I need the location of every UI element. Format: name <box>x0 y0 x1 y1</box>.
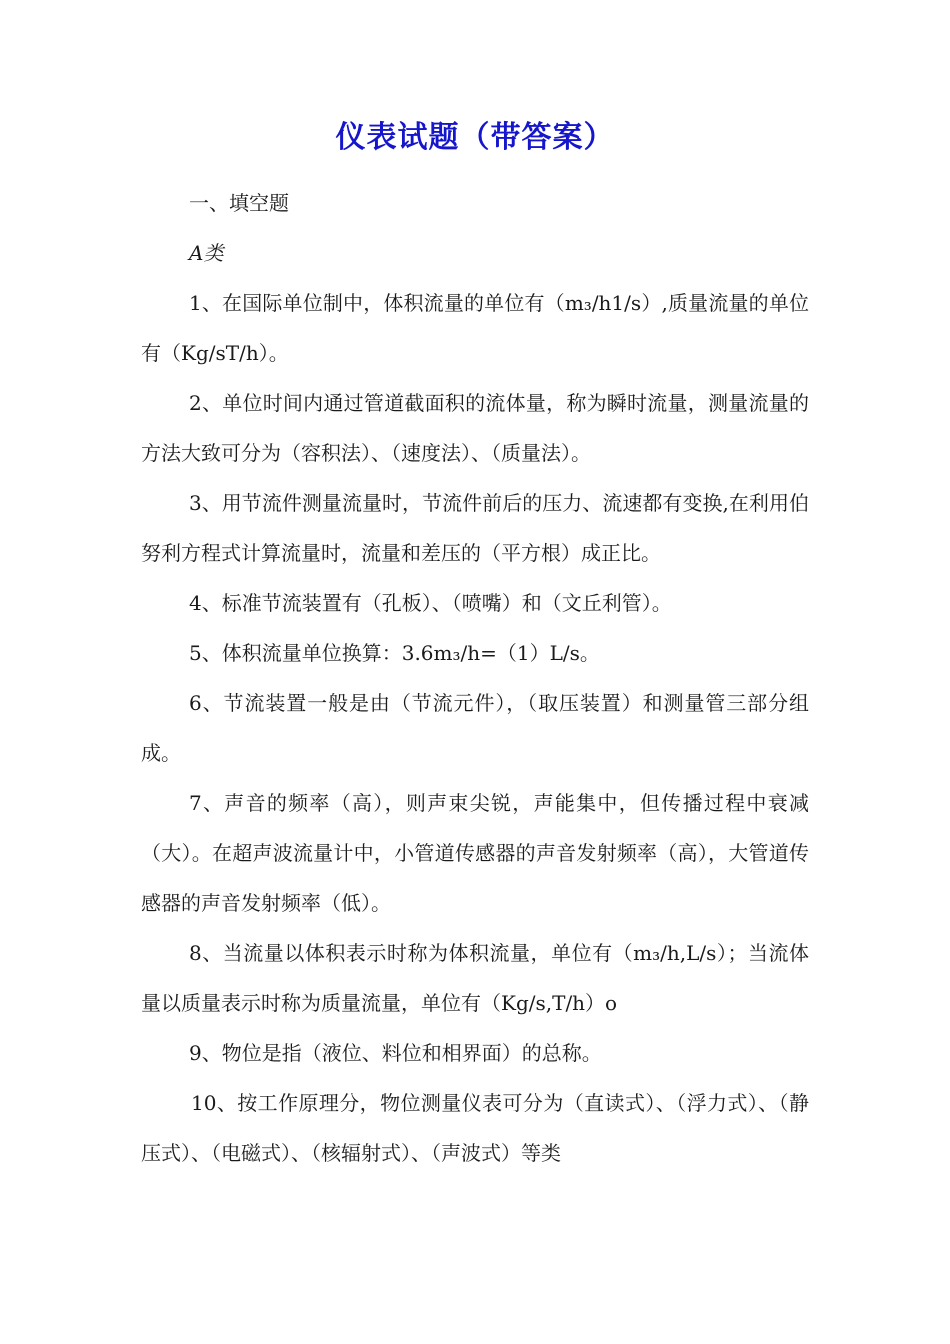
section-heading: 一、填空题 <box>189 191 289 215</box>
question-item-4: 4、标准节流装置有（孔板）、（喷嘴）和（文丘利管）。 <box>189 591 672 615</box>
question-item-3: 3、用节流件测量流量时，节流件前后的压力、流速都有变换,在利用伯努利方程式计算流量时，流量和差压的（平方根）成正比。 <box>141 491 809 565</box>
question-item-6: 6、节流装置一般是由（节流元件），（取压装置）和测量管三部分组成。 <box>141 691 809 765</box>
document-body <box>141 178 809 1178</box>
document-title: 仪表试题（带答案） <box>335 120 615 155</box>
question-item-2: 2、单位时间内通过管道截面积的流体量，称为瞬时流量，测量流量的方法大致可分为（容积法）、（速度法）、（质量法）。 <box>141 391 809 465</box>
question-item-5: 5、体积流量单位换算：3.6m₃/h=（1）L/s。 <box>189 641 600 665</box>
question-item-8: 8、当流量以体积表示时称为体积流量，单位有（m₃/h,L/s）；当流体量以质量表示时称为质量流量，单位有（Kg/s,T/h）o <box>141 941 809 1015</box>
question-item-7: 7、声音的频率（高），则声束尖锐，声能集中，但传播过程中衰减（大）。在超声波流量计中，小管道传感器的声音发射频率（高），大管道传感器的声音发射频率（低）。 <box>141 791 809 915</box>
question-item-9: 9、物位是指（液位、料位和相界面）的总称。 <box>189 1041 602 1065</box>
question-item-1: 1、在国际单位制中，体积流量的单位有（m₃/h1/s）,质量流量的单位有（Kg/sT/h）。 <box>141 291 809 365</box>
subsection-heading: A类 <box>189 241 224 265</box>
question-item-10: 10、按工作原理分，物位测量仪表可分为（直读式）、（浮力式）、（静压式）、（电磁式）、（核辐射式）、（声波式）等类 <box>141 1091 809 1165</box>
